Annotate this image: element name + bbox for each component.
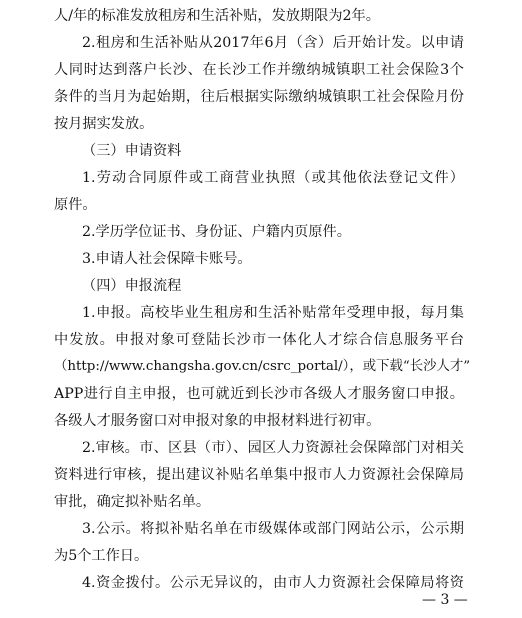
text-line: 2.学历学位证书、身份证、户籍内页原件。 [82,224,351,240]
text-line: 人/年的标准发放租房和生活补贴，发放期限为2年。 [54,8,380,24]
text-line: 2.审核。市、区县（市）、园区人力资源社会保障部门对相关 [82,440,464,456]
section-heading: （三）申请资料 [82,143,182,159]
text-line: APP进行自主申报，也可就近到长沙市各级人才服务窗口申报。 [54,386,464,402]
text-line: 审批，确定拟补贴名单。 [54,494,211,510]
text-line: 各级人才服务窗口对申报对象的申报材料进行初审。 [54,413,381,429]
page-number: — 3 — [422,592,468,608]
text-line: 按月据实发放。 [54,116,154,132]
text-line: 4.资金拨付。公示无异议的，由市人力资源社会保障局将资 [82,575,464,591]
text-line: 2.租房和生活补贴从2017年6月（含）后开始计发。以申请 [82,35,464,51]
text-line: 1.劳动合同原件或工商营业执照（或其他依法登记文件） [82,170,464,186]
text-line: 资料进行审核，提出建议补贴名单集中报市人力资源社会保障局 [54,467,464,483]
text-line: 条件的当月为起始期，往后根据实际缴纳城镇职工社会保险月份 [54,89,464,105]
text-line: （http://www.changsha.gov.cn/csrc_portal/），或下载“长沙人才” [54,359,471,374]
section-heading: （四）申报流程 [82,278,182,294]
text-line: 人同时达到落户长沙、在长沙工作并缴纳城镇职工社会保险3个 [54,62,464,78]
text-line: 中发放。申报对象可登陆长沙市一体化人才综合信息服务平台 [54,332,464,348]
text-line: 1.申报。高校毕业生租房和生活补贴常年受理申报，每月集 [82,305,464,321]
text-line: 原件。 [54,197,97,213]
text-line: 3.公示。将拟补贴名单在市级媒体或部门网站公示，公示期 [82,521,464,537]
text-line: 3.申请人社会保障卡账号。 [82,251,252,267]
text-line: 为5个工作日。 [54,548,149,564]
